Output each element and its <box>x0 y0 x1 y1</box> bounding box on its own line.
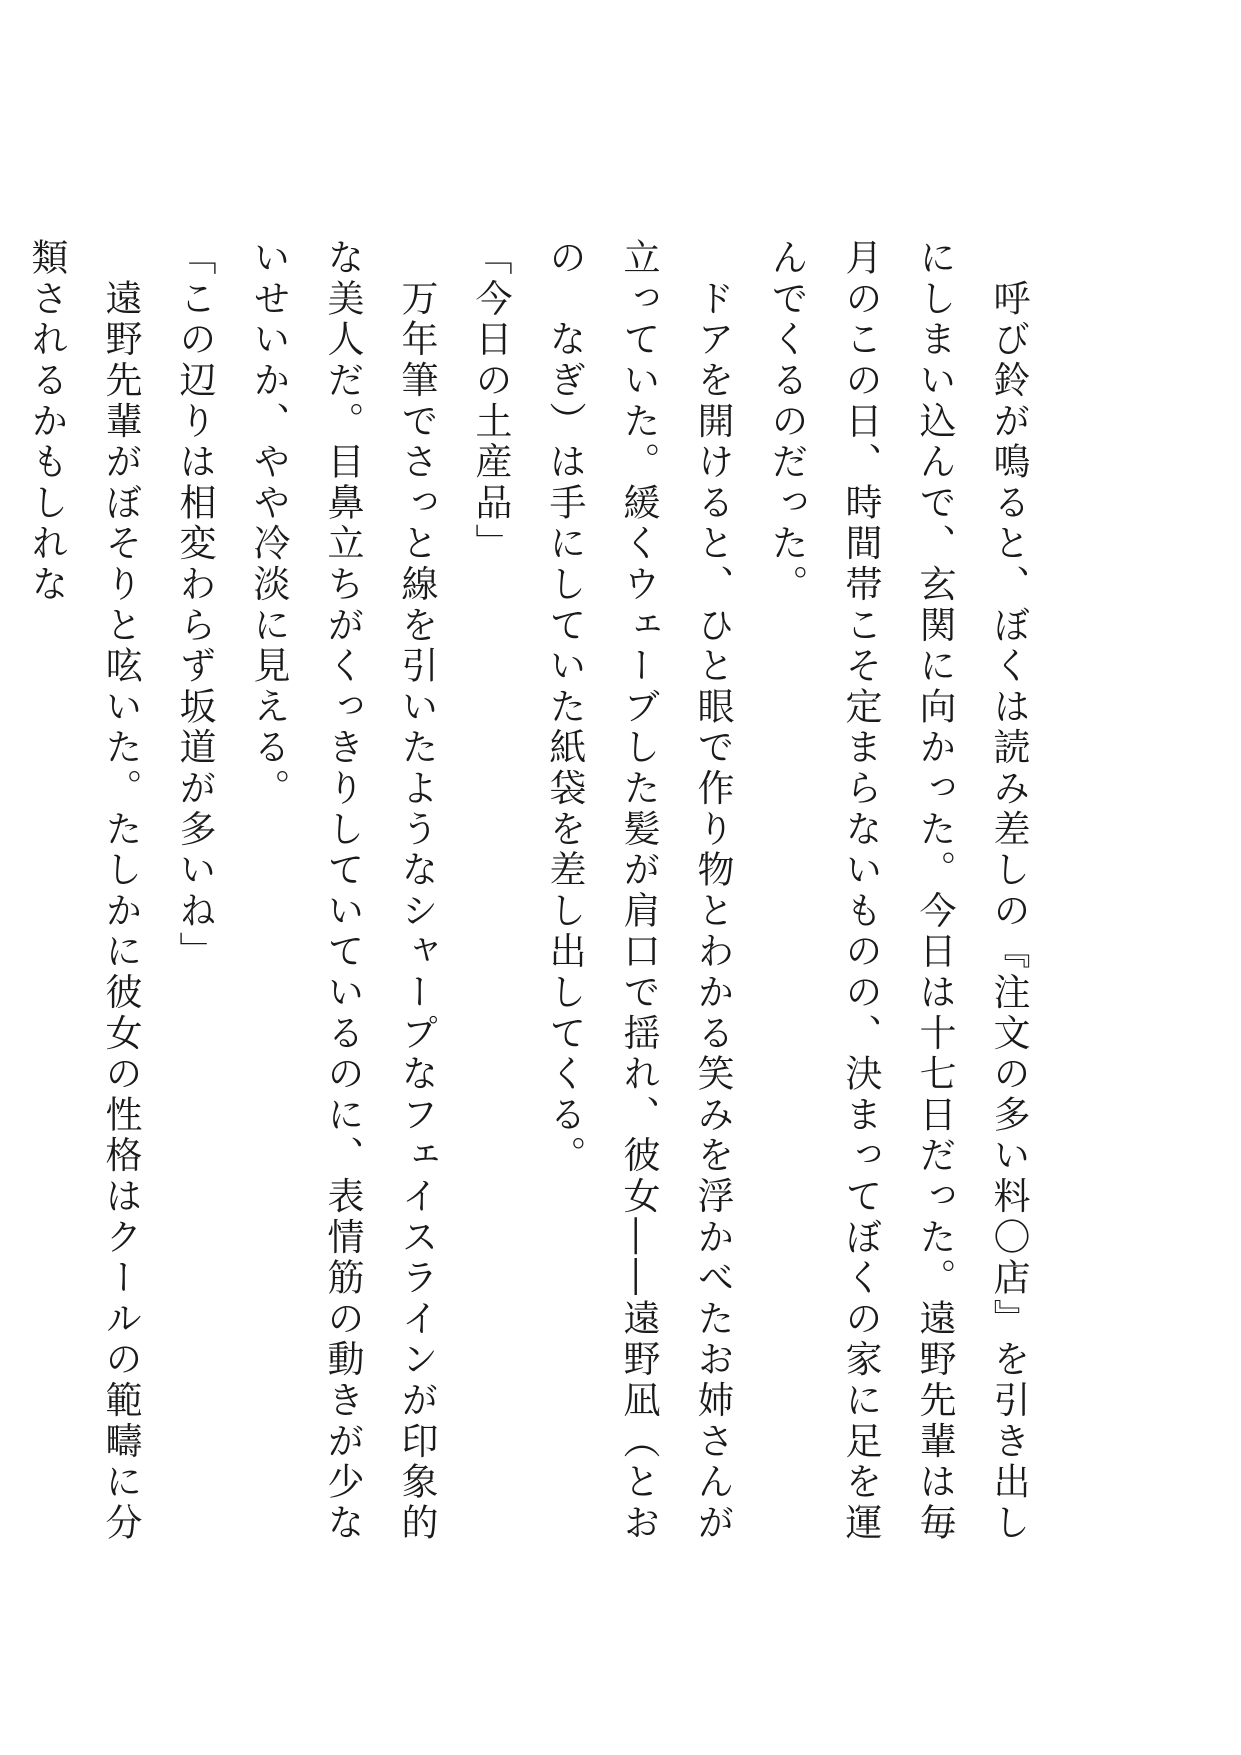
vertical-text-body <box>25 238 1045 1578</box>
paragraph: 万年筆でさっと線を引いたようなシャープなフェイスラインが印象的な美人だ。目鼻立ちがくっきりしていているのに、表情筋の動きが少ないせいか、やや冷淡に見える。 <box>247 238 438 1544</box>
dialogue-line: 「この辺りは相変わらず坂道が多いね」 <box>173 238 216 973</box>
paragraph: ドアを開けると、ひと眼で作り物とわかる笑みを浮かべたお姉さんが立っていた。緩くウェーブした髪が肩口で揺れ、彼女――遠野凪（とおの なぎ）は手にしていた紙袋を差し出してくる。 <box>543 238 734 1544</box>
paragraph: 呼び鈴が鳴ると、ぼくは読み差しの『注文の多い料〇店』を引き出しにしまい込んで、玄関に向かった。今日は十七日だった。遠野先輩は毎月のこの日、時間帯こそ定まらないものの、決まってぼくの家に足を運んでくるのだった。 <box>765 238 1030 1544</box>
paragraph: 遠野先輩がぼそりと呟いた。たしかに彼女の性格はクールの範疇に分類されるかもしれな <box>25 238 142 1544</box>
dialogue-line: 「今日の土産品」 <box>469 238 512 565</box>
